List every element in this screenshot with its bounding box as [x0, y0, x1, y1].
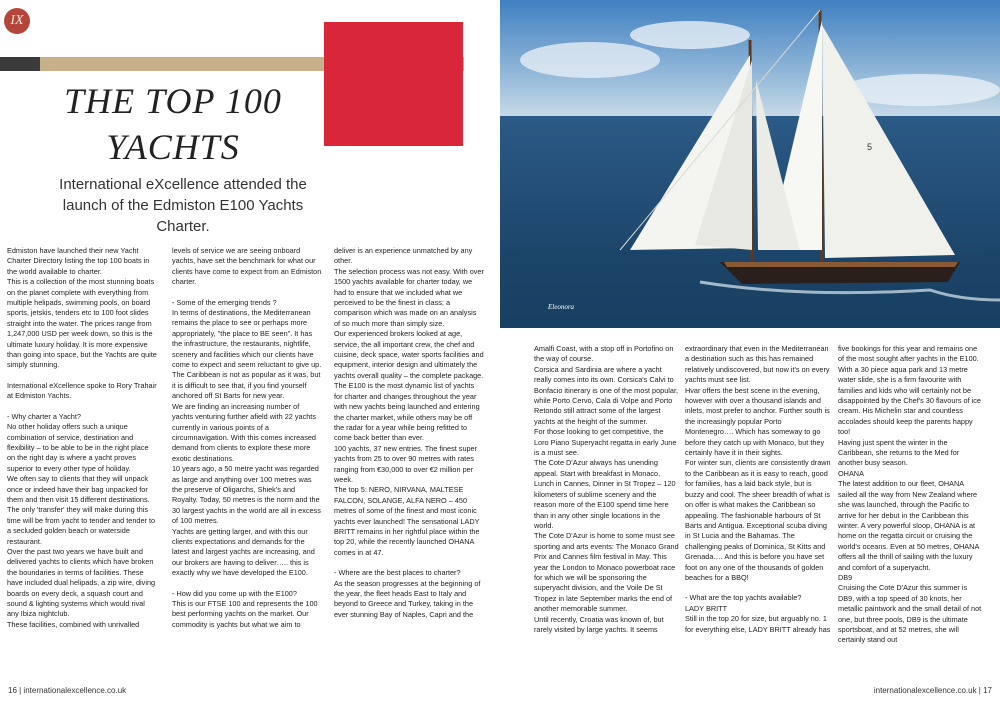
red-accent-block	[324, 22, 463, 146]
paragraph: This is a collection of the most stunning boats on the planet complete with everything from multiple helipads, swimming pools, on board sports, jetskis, tenders etc to 100 foot slides straight into the water. The prices range from 1,247,000 USD per week down, so this is the ultimate luxury holiday. It is more expensive than going into space, but the Yachts are quite simply stunning.	[7, 277, 157, 370]
question-heading: - Some of the emerging trends ?	[172, 297, 277, 307]
paragraph: Edmiston have launched their new Yacht Charter Directory listing the top 100 boats in the world available to charter.	[7, 246, 150, 276]
paragraph: Over the past two years we have built and delivered yachts to clients which have broken the boundaries in terms of facilities. These have included dual helipads, a zip wire, diving boards on every deck, a squash court and sound & lighting systems which would rival any Ibiza nightclub.	[7, 546, 156, 619]
paragraph: No other holiday offers such a unique combination of service, destination and flexibility – to be able to be in the right place on the right day is where a yacht proves superior to every other type of holiday.	[7, 422, 149, 473]
paragraph: In terms of destinations, the Mediterranean remains the place to see or perhaps more appropriately, "the place to BE seen". It has the infrastructure, the restaurants, nightlife, scenery and facilities which our clients have come to expect and seem reluctant to give up. The Caribbean is not as popular as it was, but it is difficult to see that, if you find yourself anchored off St Barts for new year.	[172, 308, 322, 401]
title-line-1: THE TOP 100	[64, 81, 282, 121]
paragraph: This is our FTSE 100 and represents the 100 best performing yachts on the market. Our commodity is yachts but what we aim to	[172, 599, 318, 629]
paragraph: Still in the top 20 for size, but arguably no. 1 for everything else, LADY BRITT already has	[685, 614, 831, 634]
left-column-2	[172, 246, 322, 630]
yacht-photo	[500, 0, 1000, 328]
svg-text:5: 5	[867, 142, 873, 152]
decorative-band-dark	[0, 57, 40, 71]
paragraph: The E100 is the most dynamic list of yachts for charter and changes throughout the year with new yachts being launched and entering the charter market, while others may be off the radar for a year while being refitted to come back better than ever.	[334, 381, 480, 443]
right-column-3	[838, 344, 984, 646]
yacht-name-heading: DB9	[838, 572, 853, 582]
paragraph: Until recently, Croatia was known of, but rarely visited by large yachts. It seems	[534, 614, 664, 634]
paragraph: These facilities, combined with unrivalled	[7, 619, 140, 629]
paragraph: Having just spent the winter in the Caribbean, she returns to the Med for another busy season.	[838, 437, 960, 468]
paragraph: International eXcellence spoke to Rory Trahair at Edmiston Yachts.	[7, 380, 157, 401]
photo-caption: Eleonora	[548, 303, 575, 311]
paragraph: As the season progresses at the beginning of the year, the fleet heads East to Italy and beyond to Greece and Turkey, taking in the ever stunning Bay of Naples, Capri and the	[334, 578, 481, 619]
paragraph: The latest addition to our fleet, OHANA sailed all the way from New Zealand where she was launched, through the Pacific to arrive for her debut in the Caribbean this winter. A very powerful sloop, OHANA is at home on the regatta circuit or cruising the world's oceans. Even at 50 metres, OHANA offers all the thrill of sailing with the luxury and comfort of a superyacht.	[838, 479, 979, 572]
magazine-logo: IX	[4, 8, 30, 34]
paragraph: Amalfi Coast, with a stop off in Portofino on the way of course.	[534, 344, 674, 364]
question-heading: - Why charter a Yacht?	[7, 411, 81, 421]
paragraph: extraordinary that even in the Mediterranean a destination such as this has remained relatively undiscovered, but now it's on every yachts must see list.	[685, 344, 830, 385]
paragraph: Our experienced brokers looked at age, service, the all important crew, the chef and cuisine, deck space, water sports facilities and equipment, interior design and ultimately the yachts overall quality – the complete package.	[334, 329, 484, 380]
paragraph: The Cote D'Azur is home to some must see sporting and arts events: The Monaco Grand Prix and Cannes film festival in May. This year the London to Monaco powerboat race for which we will be sponsoring the superyacht division, and the Voile De St Tropez in late September marks the end of another memorable summer.	[534, 531, 679, 614]
paragraph: 10 years ago, a 50 metre yacht was regarded as large and anything over 100 metres was the preserve of Oligarchs, Shiek's and Royalty. Today, 50 metres is the norm and the 30 largest yachts in the world are all in excess of 100 metres.	[172, 464, 321, 526]
sailing-yacht-illustration	[500, 0, 1000, 328]
paragraph: five bookings for this year and remains one of the most sought after yachts in the E100. With a 30 piece aqua park and 13 metre water slide, she is a firm favourite with families and kids who will certainly not be disappointed by the Chef's 30 flavours of ice cream. His Michelin star and countless accolades should keep the parents happy too!	[838, 344, 981, 437]
article-subtitle: International eXcellence attended the launch of the Edmiston E100 Yachts Charter.	[59, 176, 307, 235]
paragraph: For winter sun, clients are consistently drawn to the Caribbean as it is easy to reach, good for families, has a laid back style, but is buzzy and cool. The sheer breadth of what is on offer is what makes the Caribbean so appealing. The fashionable harbours of St Barts and Antigua. Exceptional scuba diving in St Lucia and the Bahamas. The challenging peaks of Dominica, St Kitts and Grenada…. And this is before you have set foot on any one of the thousands of golden beaches for a BBQ!	[685, 458, 831, 582]
paragraph: The top 5: NERO, NIRVANA, MALTESE FALCON, SOLANGE, ALFA NERO – 450 metres of some of the finest and most iconic yachts ever launched! The sensational LADY BRITT remains in her rightful place within the top 20, while the recently launched OHANA comes in at 47.	[334, 485, 480, 557]
paragraph: Cruising the Cote D'Azur this summer is DB9, with a top speed of 30 knots, her metallic paintwork and the small detail of not one, but three pools, DB9 is the ultimate sportsboat, and at 52 metres, she will certainly stand out	[838, 583, 982, 645]
yacht-name-heading: LADY BRITT	[685, 603, 728, 613]
article-title	[48, 78, 298, 170]
paragraph: levels of service we are seeing onboard yachts, have set the benchmark for what our clients have come to expect from an Edmiston charter.	[172, 246, 322, 287]
right-column-2	[685, 344, 831, 635]
left-column-3	[334, 246, 484, 620]
question-heading: - How did you come up with the E100?	[172, 588, 297, 598]
paragraph: 100 yachts, 37 new entries. The finest super yachts from 25 to over 90 metres with rates ranging from €30,000 to over €2 million per week.	[334, 443, 478, 484]
title-line-2: YACHTS	[106, 127, 240, 167]
paragraph: The selection process was not easy. With over 1500 yachts available for charter today, we had to ensure that we included what we perceived to be the finest in class; a comparison which was made on an analysis of so much more than simply size.	[334, 266, 484, 328]
paragraph: Corsica and Sardinia are where a yacht really comes into its own. Corsica's Calvi to Bonfacio itinerary is one of the most popular, while Porto Cervo, Cala di Volpe and Porto Retondo still attract some of the largest yachts at the height of the summer.	[534, 364, 678, 426]
paragraph: For those looking to get competitive, the Loro Piano Superyacht regatta in early June is a must see.	[534, 427, 677, 458]
paragraph: We often say to clients that they will unpack once or indeed have their bag unpacked for them and then visit 15 different destinations. The only 'transfer' they will make during this time will be from yacht to tender and tender to a secluded golden beach or waterside restaurant.	[7, 474, 156, 546]
left-column-1	[7, 246, 157, 630]
paragraph: We are finding an increasing number of yachts venturing further afield with 22 yachts currently in various points of a circumnavigation. With this comes increased demand from clients to explore these more exotic destinations.	[172, 401, 316, 463]
paragraph: deliver is an experience unmatched by any other.	[334, 246, 473, 266]
paragraph: The Cote D'Azur always has unending appeal. Start with breakfast in Monaco, Lunch in Cannes, Dinner in St Tropez – 120 kilometers of sublime scenery and the reason more of the E100 spend time here than in any other single locations in the world.	[534, 458, 676, 530]
right-page	[500, 0, 1000, 707]
paragraph: Yachts are getting larger, and with this our clients expectations and demands for the latest and largest yachts are increasing, and our brokers are having to deliver….. this is exactly why we have developed the E100.	[172, 526, 315, 578]
paragraph: Hvar offers the best scene in the evening, however with over a thousand islands and inlets, most prefer to anchor. Further south is the increasingly popular Porto Montenegro…. Which has someway to go before they catch up with Monaco, but they certainly have it in their sights.	[685, 385, 830, 458]
yacht-name-heading: OHANA	[838, 468, 864, 478]
page-footer-left: 16 | internationalexcellence.co.uk	[8, 686, 127, 695]
right-column-1	[534, 344, 680, 635]
question-heading: - Where are the best places to charter?	[334, 568, 461, 578]
page-footer-right: internationalexcellence.co.uk | 17	[873, 686, 992, 695]
question-heading: - What are the top yachts available?	[685, 593, 802, 603]
